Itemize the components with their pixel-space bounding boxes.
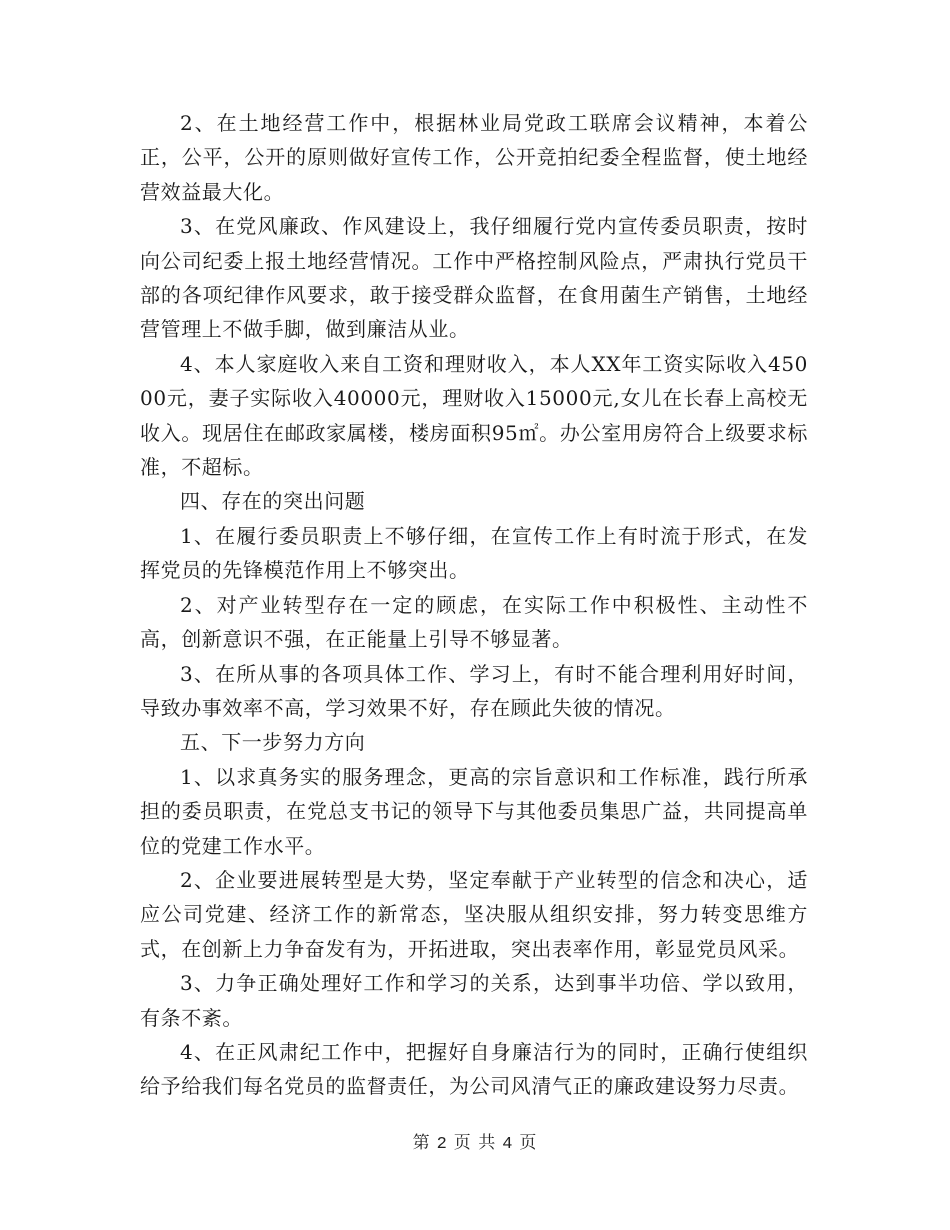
section-heading-problems: 四、存在的突出问题 — [180, 489, 366, 514]
paragraph-family-income: 4、本人家庭收入来自工资和理财收入，本人XX年工资实际收入45000元，妻子实际收入40000元，理财收入15000元,女儿在长春上高校无收入。现居住在邮政家属楼，楼房面积95㎡。办公室用房符合上级要求标准，不超标。 — [140, 351, 808, 480]
paragraph-party-conduct: 3、在党风廉政、作风建设上，我仔细履行党内宣传委员职责，按时向公司纪委上报土地经营情况。工作中严格控制风险点，严肃执行党员干部的各项纪律作风要求，敢于接受群众监督，在食用菌生产销售，土地经营管理上不做手脚，做到廉洁从业。 — [140, 214, 808, 342]
paragraph-problem-1: 1、在履行委员职责上不够仔细，在宣传工作上有时流于形式，在发挥党员的先锋模范作用上不够突出。 — [140, 523, 808, 583]
paragraph-land-management: 2、在土地经营工作中，根据林业局党政工联席会议精神，本着公正，公平，公开的原则做好宣传工作，公开竞拍纪委全程监督，使土地经营效益最大化。 — [140, 111, 808, 204]
paragraph-direction-4: 4、在正风肃纪工作中，把握好自身廉洁行为的同时，正确行使组织给予给我们每名党员的监督责任，为公司风清气正的廉政建设努力尽责。 — [140, 1039, 808, 1099]
paragraph-problem-3: 3、在所从事的各项具体工作、学习上，有时不能合理利用好时间，导致办事效率不高，学习效果不好，存在顾此失彼的情况。 — [140, 661, 808, 720]
paragraph-direction-1: 1、以求真务实的服务理念，更高的宗旨意识和工作标准，践行所承担的委员职责，在党总支书记的领导下与其他委员集思广益，共同提高单位的党建工作水平。 — [140, 764, 808, 858]
section-heading-next-steps: 五、下一步努力方向 — [180, 730, 366, 755]
footer-middle: 页 共 — [453, 1133, 497, 1153]
footer-suffix: 页 — [519, 1133, 538, 1153]
paragraph-direction-3: 3、力争正确处理好工作和学习的关系，达到事半功倍、学以致用，有条不紊。 — [140, 971, 808, 1030]
paragraph-direction-2: 2、企业要进展转型是大势，坚定奉献于产业转型的信念和决心，适应公司党建、经济工作的新常态，坚决服从组织安排，努力转变思维方式，在创新上力争奋发有为，开拓进取，突出表率作用，彰显党员风采。 — [140, 867, 808, 961]
footer-current-page: 2 — [436, 1135, 448, 1154]
footer-total-pages: 4 — [502, 1135, 514, 1154]
document-body — [140, 106, 808, 1104]
page-footer — [0, 1128, 950, 1154]
paragraph-problem-2: 2、对产业转型存在一定的顾虑，在实际工作中积极性、主动性不高，创新意识不强，在正能量上引导不够显著。 — [140, 592, 808, 652]
footer-prefix: 第 — [412, 1133, 431, 1153]
